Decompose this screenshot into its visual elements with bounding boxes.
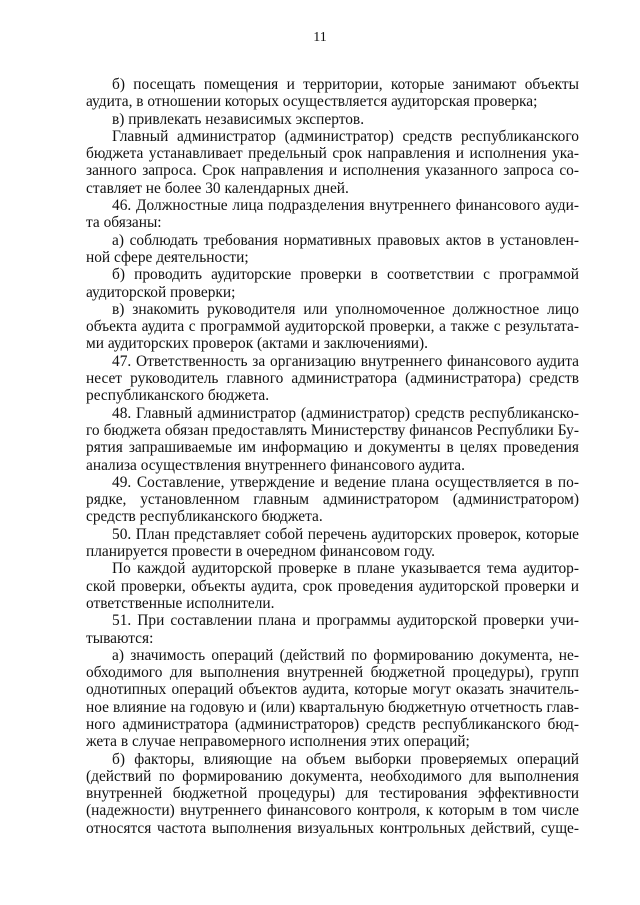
text-line: несет руководитель главного администратора (администратора) средств [86, 370, 579, 388]
paragraph-p14 [86, 647, 579, 751]
text-line: занного запроса. Срок направления и исполнения указанного запроса со- [86, 162, 579, 180]
text-line: жета в случае неправомерного исполнения этих операций; [86, 733, 470, 751]
page-number: 11 [313, 30, 327, 45]
text-line: (надежности) внутреннего финансового контроля, к которым в том числе [86, 802, 579, 820]
text-line: рятия запрашиваемые им информацию и документы в целях проведения [86, 439, 579, 457]
paragraph-p2 [86, 111, 579, 128]
text-line: По каждой аудиторской проверке в плане указывается тема аудитор- [112, 560, 579, 578]
text-line: ответственные исполнители. [86, 594, 275, 612]
text-line: бюджета устанавливает предельный срок направления и исполнения ука- [86, 145, 579, 163]
paragraph-p6 [86, 266, 579, 301]
text-line: аудита, в отношении которых осуществляется аудиторская проверка; [86, 93, 538, 111]
paragraph-p13 [86, 612, 579, 647]
text-line: ного администратора (администраторов) средств республиканского бюд- [86, 715, 579, 733]
text-line: аудиторской проверки; [86, 283, 236, 301]
text-line: го бюджета обязан предоставлять Министерству финансов Республики Бу- [86, 421, 579, 439]
text-line: а) значимость операций (действий по формированию документа, не- [112, 646, 579, 664]
text-line: ной сфере деятельности; [86, 248, 249, 266]
text-line: внутренней бюджетной процедуры) для тестирования эффективности [86, 785, 579, 803]
paragraph-p7 [86, 301, 579, 353]
text-line: 49. Составление, утверждение и ведение плана осуществляется в по- [112, 473, 579, 491]
text-line: б) посещать помещения и территории, которые занимают объекты [112, 76, 579, 93]
text-line: 47. Ответственность за организацию внутреннего финансового аудита [112, 352, 579, 370]
text-line: тываются: [86, 629, 154, 647]
paragraph-p8 [86, 353, 579, 405]
paragraph-p5 [86, 232, 579, 267]
text-line: б) факторы, влияющие на объем выборки проверяемых операций [112, 750, 579, 768]
text-line: 51. При составлении плана и программы аудиторской проверки учи- [112, 612, 579, 630]
text-line: анализа осуществления внутреннего финансового аудита. [86, 456, 465, 474]
text-line: планируется провести в очередном финансовом году. [86, 543, 435, 561]
text-line: (действий по формированию документа, необходимого для выполнения [86, 767, 579, 785]
text-line: ми аудиторских проверок (актами и заключениями). [86, 335, 428, 353]
document-body [86, 76, 579, 837]
text-line: средств республиканского бюджета. [86, 508, 323, 526]
text-line: а) соблюдать требования нормативных правовых актов в установлен- [112, 231, 579, 249]
paragraph-p11 [86, 526, 579, 561]
text-line: объекта аудита с программой аудиторской проверки, а также с результата- [86, 318, 579, 336]
text-line: однотипных операций объектов аудита, которые могут оказать значитель- [86, 681, 579, 699]
text-line: 50. План представляет собой перечень аудиторских проверок, которые [112, 525, 579, 543]
text-line: в) знакомить руководителя или уполномоченное должностное лицо [112, 300, 579, 318]
paragraph-p9 [86, 405, 579, 474]
paragraph-p12 [86, 560, 579, 612]
paragraph-p15 [86, 751, 579, 837]
text-line: ской проверки, объекты аудита, срок проведения аудиторской проверки и [86, 577, 579, 595]
text-line: Главный администратор (администратор) средств республиканского [112, 127, 579, 145]
paragraph-p4 [86, 197, 579, 232]
paragraph-p1 [86, 76, 579, 111]
text-line: обходимого для выполнения внутренней бюджетной процедуры), групп [86, 664, 579, 682]
text-line: б) проводить аудиторские проверки в соответствии с программой [112, 266, 579, 284]
text-line: ставляет не более 30 календарных дней. [86, 179, 349, 197]
text-line: та обязаны: [86, 214, 162, 232]
paragraph-p10 [86, 474, 579, 526]
text-line: ное влияние на годовую и (или) квартальную бюджетную отчетность глав- [86, 698, 579, 716]
paragraph-p3 [86, 128, 579, 197]
text-line: относятся частота выполнения визуальных контрольных действий, суще- [86, 819, 579, 837]
text-line: рядке, установленном главным администратором (администратором) [86, 491, 579, 509]
text-line: 46. Должностные лица подразделения внутреннего финансового ауди- [112, 197, 579, 215]
text-line: республиканского бюджета. [86, 387, 270, 405]
text-line: в) привлекать независимых экспертов. [112, 110, 365, 128]
text-line: 48. Главный администратор (администратор) средств республиканско- [112, 404, 579, 422]
